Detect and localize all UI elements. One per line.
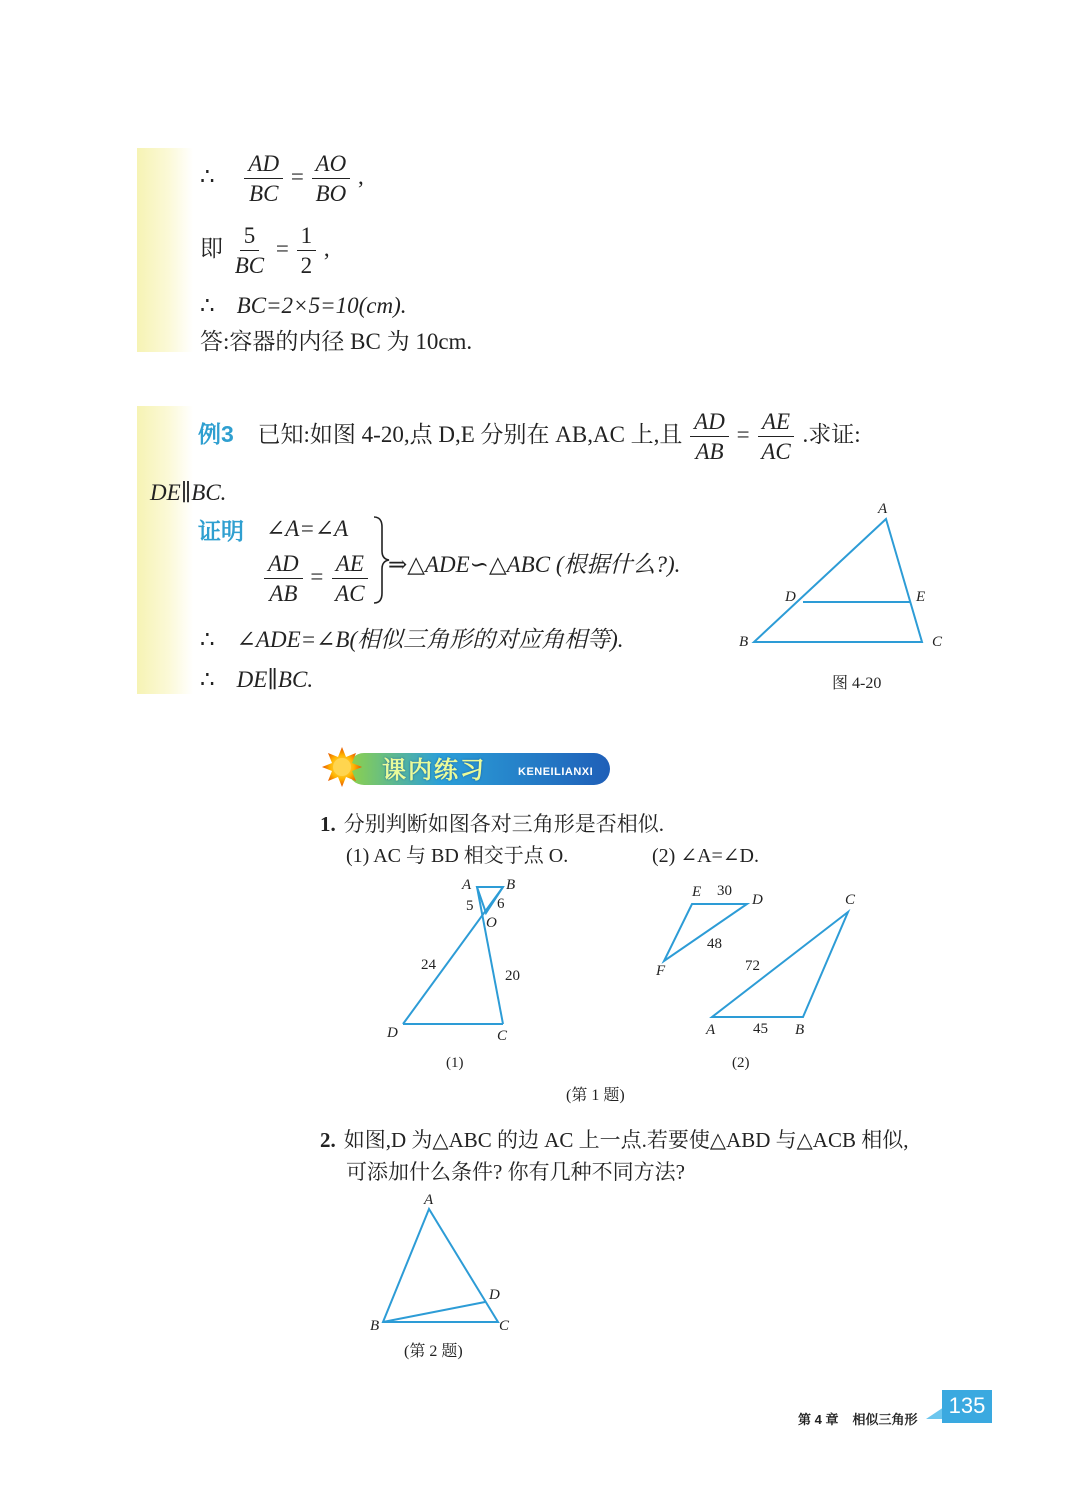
example3-conclusion-target: DE∥BC. [150, 480, 227, 505]
fig420-label-b: B [739, 634, 749, 650]
footer-chapter: 第 4 章 相似三角形 [798, 1412, 918, 1427]
triangle-edf [664, 904, 747, 961]
proof-label: 证明 [198, 518, 244, 544]
q1-sub2: (2) ∠A=∠D. [652, 845, 760, 867]
fig1-label-c: C [497, 1028, 508, 1044]
fraction-ad-ab: $\frac{AD}{AB}$ [690, 410, 729, 463]
q1-figure-caption: (第 1 题) [566, 1087, 625, 1104]
fig2-length-45: 45 [753, 1021, 768, 1037]
fraction-ae-ac-proof: $\frac{AE}{AC}$ [331, 552, 368, 605]
q2-figure-caption: (第 2 题) [404, 1343, 463, 1360]
q1-line: 1. 分别判断如图各对三角形是否相似. [320, 812, 664, 836]
fig3-label-c: C [499, 1318, 510, 1334]
angle-equal-line: ∠A=∠A [266, 516, 349, 541]
fraction-1-2: $\frac{1}{2}$ [297, 224, 317, 277]
sun-core [333, 758, 351, 776]
fig3-label-b: B [370, 1318, 380, 1334]
fig420-label-d: D [785, 589, 796, 605]
fraction-ao-bo: $\frac{AO}{BO}$ [312, 152, 351, 205]
fig1-label-b: B [506, 877, 516, 893]
example3-label: 例3 [198, 420, 234, 447]
fraction-ae-ac: $\frac{AE}{AC}$ [757, 410, 794, 463]
highlight-band-example [137, 406, 193, 694]
answer-line: 答:容器的内径 BC 为 10cm. [200, 329, 473, 354]
fig2-length-30: 30 [717, 883, 732, 899]
example3-statement: 例3 已知:如图 4-20,点 D,E 分别在 AB,AC 上,且 $\frac{AD}{AB}$ = $\frac{AE}{AC}$ .求证: [198, 409, 861, 464]
segment-bd [403, 887, 503, 1024]
fig1-label-a: A [462, 877, 472, 893]
fig2-length-72: 72 [745, 958, 760, 974]
fig1-length-5: 5 [466, 898, 474, 914]
fraction-ad-bc: $\frac{AD}{BC}$ [244, 152, 283, 205]
figure-4-20 [750, 515, 960, 655]
fig2-label-b: B [795, 1022, 805, 1038]
figure-q1-2 [660, 895, 870, 1035]
fig1-number: (1) [446, 1055, 464, 1071]
ratio-equal-line: $\frac{AD}{AB}$ = $\frac{AE}{AC}$ [262, 552, 371, 605]
fig3-label-d: D [489, 1287, 500, 1303]
figure-q1-1 [395, 880, 535, 1040]
triangle-abc-2 [712, 912, 848, 1017]
fig2-label-e: E [692, 884, 702, 900]
fig2-length-48: 48 [707, 936, 722, 952]
fig2-label-a: A [706, 1022, 716, 1038]
fig420-label-a: A [878, 501, 888, 517]
fig1-label-d: D [387, 1025, 398, 1041]
fig420-label-e: E [916, 589, 926, 605]
q2-number: 2. [320, 1128, 336, 1152]
angle-ade-line: ∴ ∠ADE=∠B(相似三角形的对应角相等). [200, 627, 624, 652]
fig2-label-f: F [656, 963, 666, 979]
highlight-band-top [137, 148, 193, 352]
fig3-label-a: A [424, 1192, 434, 1208]
triangle-abc-q2 [383, 1209, 498, 1322]
q1-sub1: (1) AC 与 BD 相交于点 O. [346, 845, 569, 867]
fig1-label-o: O [486, 915, 497, 931]
fig1-length-24: 24 [421, 957, 436, 973]
fig1-length-20: 20 [505, 968, 520, 984]
implies-similar-line: ⇒△ADE∽△ABC (根据什么?). [388, 552, 681, 577]
fraction-ad-ab-proof: $\frac{AD}{AB}$ [264, 552, 303, 605]
fig2-number: (2) [732, 1055, 750, 1071]
fig2-label-d: D [752, 892, 763, 908]
fig420-label-c: C [932, 634, 943, 650]
fraction-5-bc: $\frac{5}{BC}$ [234, 223, 265, 278]
q2-line-1: 2. 如图,D 为△ABC 的边 AC 上一点.若要使△ABD 与△ACB 相似, [320, 1128, 909, 1152]
therefore-symbol: ∴ [200, 163, 215, 189]
section-title: 课内练习 [382, 757, 486, 784]
q1-number: 1. [320, 812, 336, 836]
fig2-label-c: C [845, 892, 856, 908]
figure-4-20-caption: 图 4-20 [832, 675, 882, 692]
q2-line-2: 可添加什么条件? 你有几种不同方法? [346, 1160, 685, 1184]
substitution-line: 即 $\frac{5}{BC}$ = $\frac{1}{2}$ , [200, 223, 330, 278]
bc-result-line: ∴ BC=2×5=10(cm). [200, 293, 407, 318]
figure-q2 [378, 1205, 508, 1335]
fig1-length-6: 6 [497, 896, 505, 912]
segment-bd-q2 [383, 1302, 485, 1322]
final-conclusion-line: ∴ DE∥BC. [200, 667, 314, 692]
page-number: 135 [948, 1393, 986, 1418]
section-subtitle: KENEILIANXI [518, 766, 594, 778]
ratio-line: ∴ $\frac{AD}{BC}$ = $\frac{AO}{BO}$ , [200, 151, 364, 206]
triangle-abc [754, 519, 922, 642]
